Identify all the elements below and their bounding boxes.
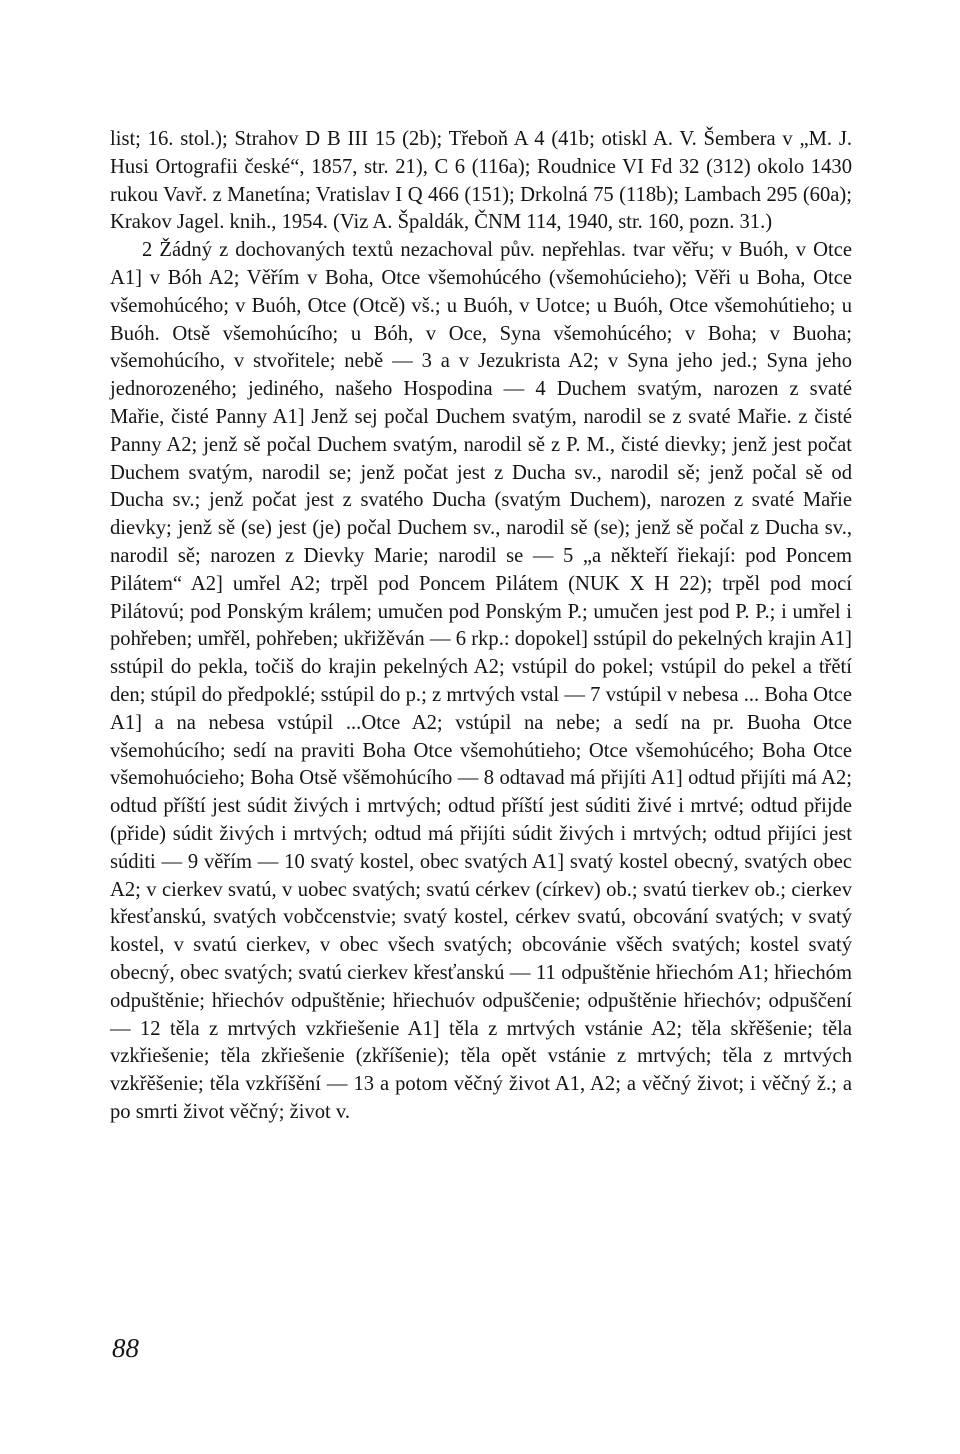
text-body: [110, 126, 852, 1127]
paragraph-notes: 2 Žádný z dochovaných textů nezachoval pův. nepřehlas. tvar věřu; v Buóh, v Otce A1] v Bóh A2; Věřím v Boha, Otce všemohúcého (všemohúcieho); Věři u Boha, Otce všemohúcého; v Buóh, Otce (Otcě) vš.; u Buóh, v Uotce; u Buóh, Otce všemohútieho; u Buóh. Otsě všemohúcího; u Bóh, v Oce, Syna všemohúcého; v Boha; v Buoha; všemohúcího, v stvořitele; nebě — 3 a v Jezukrista A2; v Syna jeho jed.; Syna jeho jednorozeného; jediného, našeho Hospodina — 4 Duchem svatým, narozen z svaté Mařie, čisté Panny A1] Jenž sej počal Duchem svatým, narodil se z svaté Mařie. z čisté Panny A2; jenž sě počal Duchem svatým, narodil sě z P. M., čisté dievky; jenž jest počat Duchem svatým, narodil se; jenž počat jest z Ducha sv., narodil sě; jenž počal sě od Ducha sv.; jenž počat jest z svatého Ducha (svatým Duchem), narozen z svaté Mařie dievky; jenž sě (se) jest (je) počal Duchem sv., narodil sě (se); jenž sě počal z Ducha sv., narodil sě; narozen z Dievky Marie; narodil se — 5 „a někteří řiekají: pod Poncem Pilátem“ A2] umřel A2; trpěl pod Poncem Pilátem (NUK X H 22); trpěl pod mocí Pilátovú; pod Ponským králem; umučen pod Ponským P.; umučen jest pod P. P.; i umřel i pohřeben; umřěl, pohřeben; ukřižěván — 6 rkp.: dopokel] sstúpil do pekelných krajin A1] sstúpil do pekla, točiš do krajin pekelných A2; vstúpil do pokel; vstúpil do pekel a třětí den; stúpil do předpoklé; sstúpil do p.; z mrtvých vstal — 7 vstúpil v nebesa ... Boha Otce A1] a na nebesa vstúpil ...Otce A2; vstúpil na nebe; a sedí na pr. Buoha Otce všemohúcího; sedí na praviti Boha Otce všemohútieho; Otce všemohúcého; Boha Otce všemohuócieho; Boha Otsě všěmohúcího — 8 odtavad má přijíti A1] odtud přijíti má A2; odtud příští jest súdit živých i mrtvých; odtud příští jest súditi živé i mrtvé; odtud přijde (přide) súdit živých i mrtvých; odtud má přijíti súdit živých i mrtvých; odtud přijíci jest súditi — 9 věřím — 10 svatý kostel, obec svatých A1] svatý kostel obecný, svatých obec A2; v cierkev svatú, v uobec svatých; svatú cérkev (církev) ob.; svatú tierkev ob.; cierkev křesťanskú, svatých vobčcenstvie; svatý kostel, cérkev svatú, obcování svatých; v svatý kostel, v svatú cierkev, v obec všech svatých; obcovánie všěch svatých; kostel svatý obecný, obec svatých; svatú cierkev křesťanskú — 11 odpuštěnie hřiechóm A1; hřiechóm odpuštěnie; hřiechóv odpuštěnie; hřiechuóv odpuščenie; odpuštěnie hřiechóv; odpuščení — 12 těla z mrtvých vzkřiešenie A1] těla z mrtvých vstánie A2; těla skřěšenie; těla vzkřiešenie; těla zkřiešenie (zkříšenie); těla opět vstánie z mrtvých; těla z mrtvých vzkřěšenie; těla vzkříšění — 13 a potom věčný život A1, A2; a věčný život; i věčný ž.; a po smrti život věčný; život v.: [110, 239, 852, 1123]
paragraph-sources: list; 16. stol.); Strahov D B III 15 (2b); Třeboň A 4 (41b; otiskl A. V. Šembera v „M. J. Husi Ortografii české“, 1857, str. 21), C 6 (116a); Roudnice VI Fd 32 (312) okolo 1430 rukou Vavř. z Manetína; Vratislav I Q 466 (151); Drkolná 75 (118b); Lambach 295 (60a); Krakov Jagel. knih., 1954. (Viz A. Špaldák, ČNM 114, 1940, str. 160, pozn. 31.): [110, 128, 852, 234]
page-number: 88: [112, 1333, 139, 1363]
